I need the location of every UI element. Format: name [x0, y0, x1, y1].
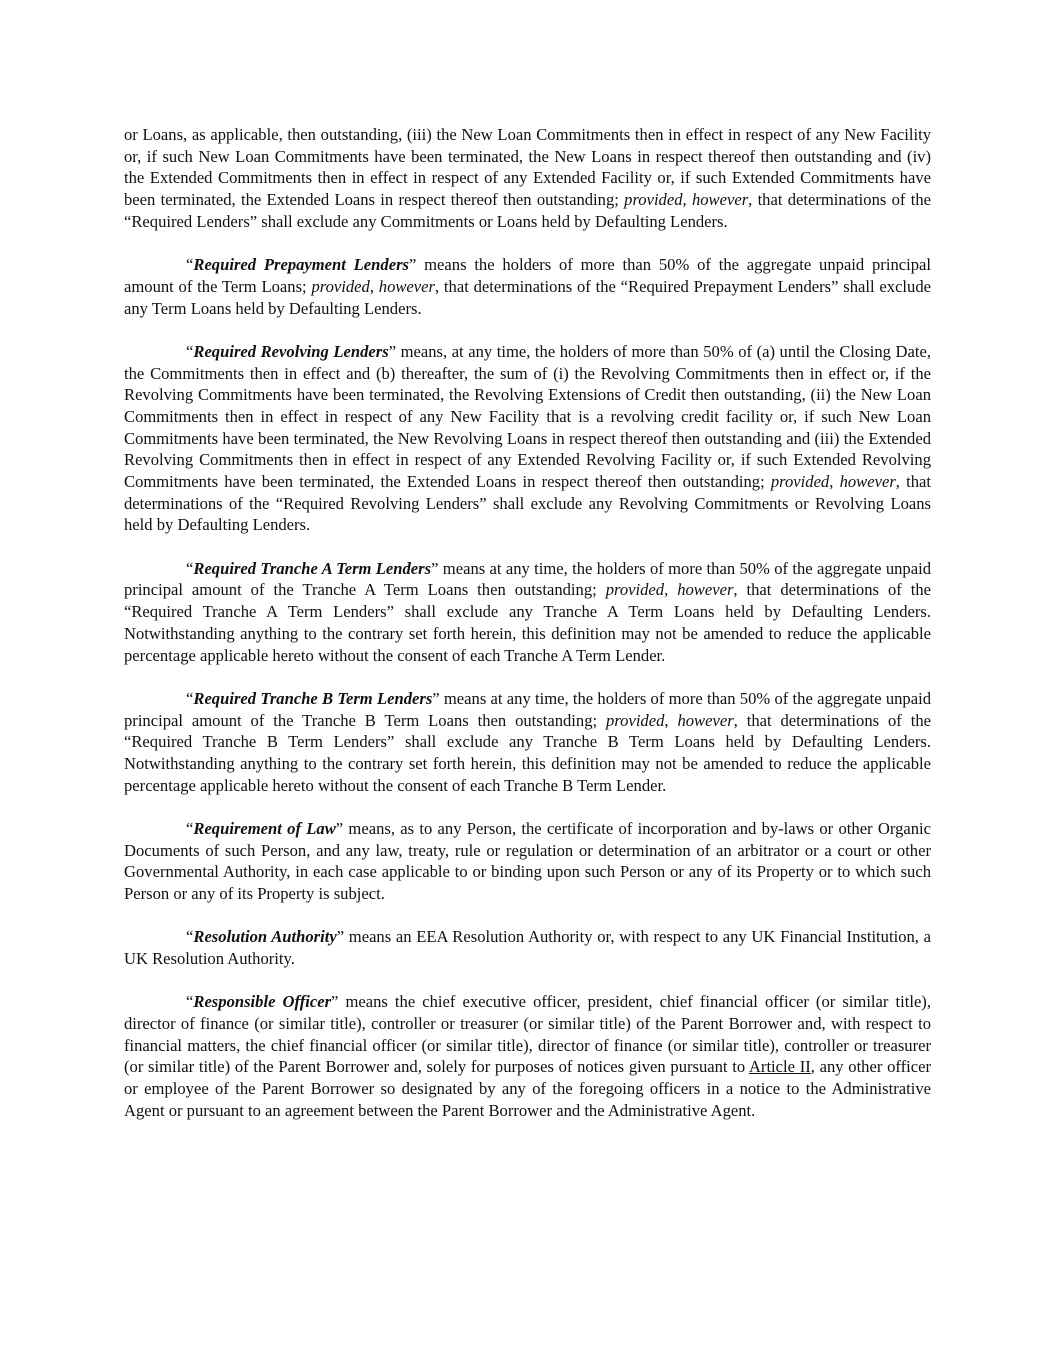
defined-term: Responsible Officer — [193, 992, 332, 1012]
definition-requirement-of-law — [124, 818, 931, 905]
text-run: ” means at any time, the holders of more than 50% of the aggregate unpaid principal amount of the Tranche B Term Loans then outstanding; — [124, 688, 931, 730]
however-emphasis: however — [677, 580, 734, 600]
however-emphasis: however — [378, 276, 435, 296]
defined-term: Required Tranche A Term Lenders — [193, 558, 432, 578]
text-run: , — [664, 580, 678, 600]
however-emphasis: however — [839, 472, 896, 492]
definition-required-tranche-b-term-lenders — [124, 688, 931, 797]
text-run: , that determinations of the “Required Lenders” shall exclude any Commitments or Loans held by Defaulting Lenders. — [124, 190, 931, 231]
defined-term: Required Prepayment Lenders — [193, 255, 409, 275]
text-run: , that determinations of the “Required Tranche A Term Lenders” shall exclude any Tranche A Term Loans held by Defaulting Lenders. Notwithstanding anything to the contrary set forth herein, this definition may not be amended to reduce the applicable percentage applicable hereto without the consent of each Tranche A Term Lender. — [124, 580, 932, 665]
provided-emphasis: provided — [624, 190, 683, 210]
defined-term: Resolution Authority — [193, 927, 337, 947]
paragraph-continuation — [124, 124, 931, 233]
text-run: or Loans, as applicable, then outstanding, (iii) the New Loan Commitments then in effect in respect of any New Facility or, if such New Loan Commitments have been terminated, the New Loans in respect thereof then outstanding and (iv) the Extended Commitments then in effect in respect of any Extended Facility or, if such Extended Commitments have been terminated, the Extended Loans in respect thereof then outstanding; — [124, 125, 931, 210]
definition-required-revolving-lenders — [124, 341, 931, 536]
text-run: , — [682, 190, 692, 210]
text-run: ” means the chief executive officer, president, chief financial officer (or similar title), director of finance (or similar title), controller or treasurer (or similar title) of the Parent Borrower and, with respect to financial matters, the chief financial officer (or similar title), director of finance (or similar title), controller or treasurer (or similar title) of the Parent Borrower and, solely for purposes of notices given pursuant to — [124, 992, 931, 1077]
text-run: “ — [186, 927, 194, 947]
text-run: “ — [186, 255, 194, 275]
text-run: “ — [186, 688, 194, 708]
definition-responsible-officer — [124, 991, 931, 1121]
defined-term: Required Tranche B Term Lenders — [193, 688, 433, 708]
text-run: “ — [186, 992, 194, 1012]
text-run: “ — [186, 818, 194, 838]
defined-term: Requirement of Law — [193, 818, 336, 838]
document-page — [124, 124, 931, 1143]
text-run: ” means at any time, the holders of more than 50% of the aggregate unpaid principal amount of the Tranche A Term Loans then outstanding; — [124, 558, 931, 600]
text-run: , — [369, 276, 379, 296]
text-run: ” means the holders of more than 50% of the aggregate unpaid principal amount of the Term Loans; — [124, 255, 931, 296]
text-run: “ — [186, 558, 194, 578]
text-run: ” means, at any time, the holders of more than 50% of (a) until the Closing Date, the Commitments then in effect and (b) thereafter, the sum of (i) the Revolving Commitments then in effect or, if the Revolving Commitments have been terminated, the Revolving Extensions of Credit then outstanding, (ii) the New Loan Commitments then in effect in respect of any New Facility that is a revolving credit facility or, if such New Loan Commitments have been terminated, the New Revolving Loans in respect thereof then outstanding and (iii) the Extended Revolving Commitments then in effect in respect of any Extended Revolving Facility or, if such Extended Revolving Commitments have been terminated, the Extended Loans in respect thereof then outstanding; — [124, 341, 932, 492]
definition-required-tranche-a-term-lenders — [124, 558, 931, 667]
provided-emphasis: provided — [311, 276, 370, 296]
text-run: , any other officer or employee of the Parent Borrower so designated by any of the foregoing officers in a notice to the Administrative Agent or pursuant to an agreement between the Parent Borrower and the Administrative Agent. — [124, 1057, 931, 1120]
article-ii-reference: Article II — [748, 1057, 811, 1077]
definition-required-prepayment-lenders — [124, 254, 931, 319]
provided-emphasis: provided — [770, 472, 830, 492]
text-run: , that determinations of the “Required Prepayment Lenders” shall exclude any Term Loans held by Defaulting Lenders. — [124, 276, 932, 318]
however-emphasis: however — [691, 190, 749, 210]
text-run: “ — [186, 341, 194, 361]
text-run: , — [829, 472, 840, 492]
provided-emphasis: provided — [606, 710, 665, 730]
text-run: , that determinations of the “Required Revolving Lenders” shall exclude any Revolving Commitments or Revolving Loans held by Defaulting Lenders. — [124, 472, 931, 535]
text-run: , — [664, 710, 678, 730]
text-run: , that determinations of the “Required Tranche B Term Lenders” shall exclude any Tranche B Term Loans held by Defaulting Lenders. Notwithstanding anything to the contrary set forth herein, this definition may not be amended to reduce the applicable percentage applicable hereto without the consent of each Tranche B Term Lender. — [124, 710, 931, 795]
defined-term: Required Revolving Lenders — [193, 341, 389, 361]
text-run: ” means, as to any Person, the certificate of incorporation and by-laws or other Organic Documents of such Person, and any law, treaty, rule or regulation or determination of an arbitrator or a court or other Governmental Authority, in each case applicable to or binding upon such Person or any of its Property or to which such Person or any of its Property is subject. — [124, 818, 932, 904]
provided-emphasis: provided — [605, 580, 665, 600]
however-emphasis: however — [677, 710, 734, 730]
definition-resolution-authority — [124, 926, 931, 969]
text-run: ” means an EEA Resolution Authority or, with respect to any UK Financial Institution, a UK Resolution Authority. — [124, 927, 932, 969]
